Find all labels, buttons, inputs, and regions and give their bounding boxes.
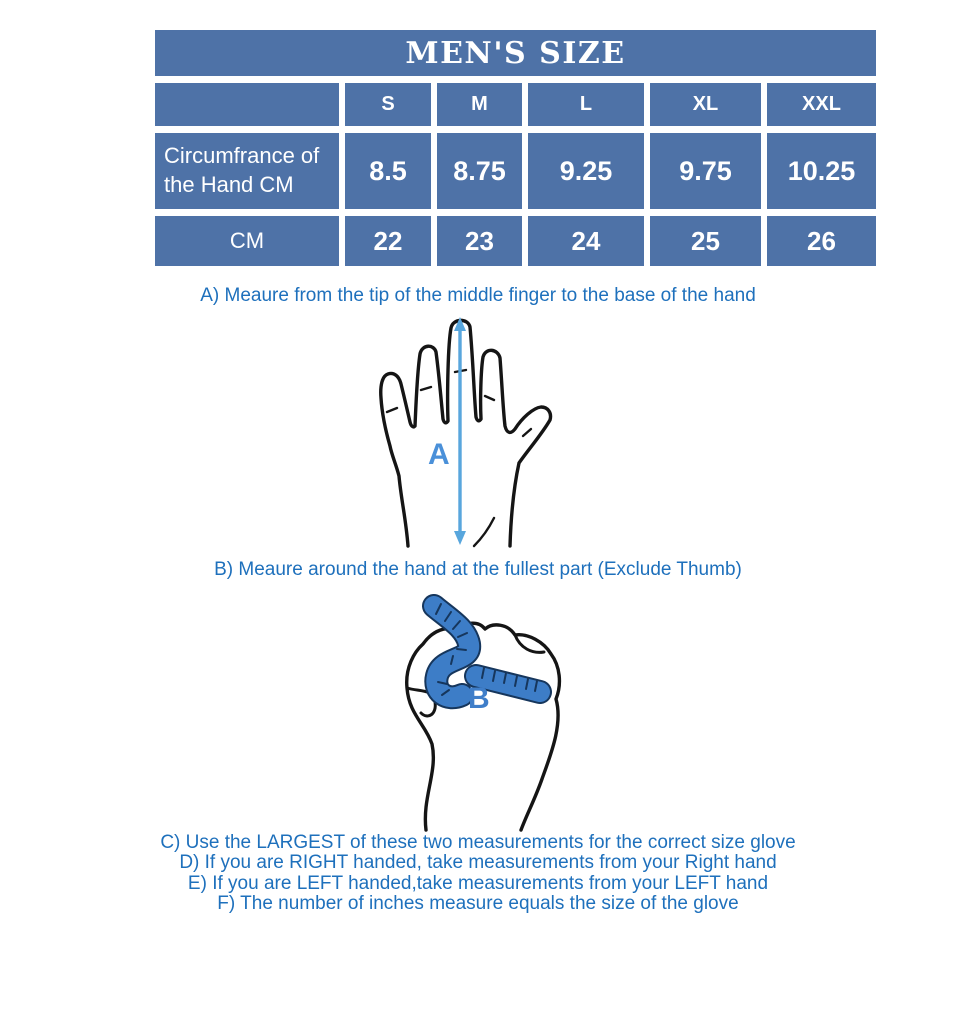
instruction-c: C) Use the LARGEST of these two measurements for the correct size glove xyxy=(160,832,796,853)
size-header-xl: XL xyxy=(650,83,761,126)
fist-fill xyxy=(407,623,560,830)
circumference-value-xl: 9.75 xyxy=(650,133,761,209)
size-header-xxl: XXL xyxy=(767,83,876,126)
instruction-f: F) The number of inches measure equals the size of the glove xyxy=(217,893,739,915)
size-table xyxy=(155,30,876,266)
cm-value-l: 24 xyxy=(528,216,644,266)
table-title: MEN'S SIZE xyxy=(155,30,876,76)
table-corner-cell xyxy=(155,83,339,126)
instruction-a: A) Meaure from the tip of the middle finger to the base of the hand xyxy=(200,285,756,306)
circumference-value-xxl: 10.25 xyxy=(767,133,876,209)
circumference-value-m: 8.75 xyxy=(437,133,522,209)
fist-measure-diagram xyxy=(392,592,572,832)
open-hand-diagram xyxy=(370,314,560,548)
size-header-s: S xyxy=(345,83,431,126)
fist-measure-label: B xyxy=(468,682,490,715)
circumference-value-l: 9.25 xyxy=(528,133,644,209)
instruction-list xyxy=(0,833,956,915)
instruction-e: E) If you are LEFT handed,take measurements from your LEFT hand xyxy=(187,872,769,894)
size-header-l: L xyxy=(528,83,644,126)
row-label-circumference: Circumfrance of the Hand CM xyxy=(155,133,339,209)
cm-value-xxl: 26 xyxy=(767,216,876,266)
instruction-d: D) If you are RIGHT handed, take measurements from your Right hand xyxy=(179,852,777,874)
circumference-value-s: 8.5 xyxy=(345,133,431,209)
row-label-cm: CM xyxy=(155,216,339,266)
cm-value-s: 22 xyxy=(345,216,431,266)
cm-value-xl: 25 xyxy=(650,216,761,266)
instruction-b: B) Meaure around the hand at the fullest part (Exclude Thumb) xyxy=(214,559,742,580)
hand-measure-label: A xyxy=(428,438,450,471)
cm-value-m: 23 xyxy=(437,216,522,266)
size-header-m: M xyxy=(437,83,522,126)
